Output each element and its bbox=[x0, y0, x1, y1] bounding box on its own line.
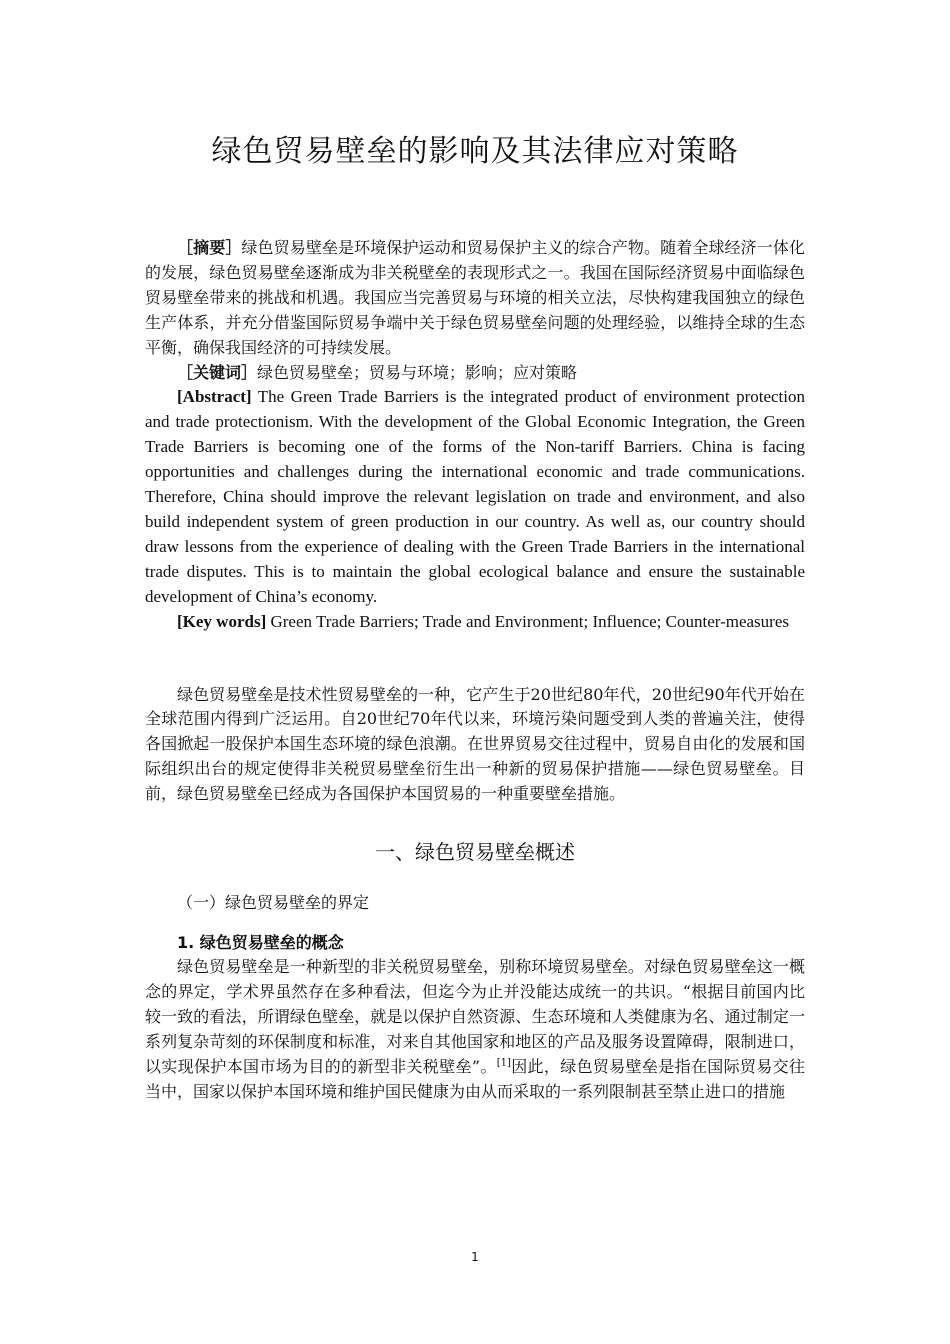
concept-text-after: 因此，绿色贸易壁垒是指在国际贸易交往当中，国家以保护本国环境和维护国民健康为由从而采取的一系列限制甚至禁止进口的措施 bbox=[145, 1056, 805, 1101]
keywords-en-label: [Key words] bbox=[177, 611, 267, 631]
concept-text-before: 绿色贸易壁垒是一种新型的非关税贸易壁垒，别称环境贸易壁垒。对绿色贸易壁垒这一概念的界定，学术界虽然存在多种看法，但迄今为止并没能达成统一的共识。“根据目前国内比较一致的看法，所谓绿色壁垒，就是以保护自然资源、生态环境和人类健康为名、通过制定一系列复杂苛刻的环保制度和标准，对来自其他国家和地区的产品及服务设置障碍，限制进口，以实现保护本国市场为目的的新型非关税壁垒”。 bbox=[145, 957, 805, 1076]
keywords-en-text: Green Trade Barriers; Trade and Environment; Influence; Counter-measures bbox=[266, 611, 789, 631]
paper-title: 绿色贸易壁垒的影响及其法律应对策略 bbox=[211, 134, 739, 169]
keywords-cn bbox=[145, 361, 805, 386]
abstract-en-label: [Abstract] bbox=[177, 387, 252, 407]
item-heading: 1. 绿色贸易壁垒的概念 bbox=[177, 933, 344, 953]
page-content bbox=[145, 130, 805, 1104]
abstract-cn bbox=[145, 236, 805, 361]
abstract-en bbox=[145, 385, 805, 609]
concept-paragraph bbox=[145, 955, 805, 1104]
footnote-ref[interactable]: [1] bbox=[496, 1057, 511, 1069]
abstract-cn-text: 绿色贸易壁垒是环境保护运动和贸易保护主义的综合产物。随着全球经济一体化的发展，绿色贸易壁垒逐渐成为非关税壁垒的表现形式之一。我国在国际经济贸易中面临绿色贸易壁垒带来的挑战和机遇。我国应当完善贸易与环境的相关立法，尽快构建我国独立的绿色生产体系，并充分借鉴国际贸易争端中关于绿色贸易壁垒问题的处理经验，以维持全球的生态平衡，确保我国经济的可持续发展。 bbox=[145, 238, 805, 357]
keywords-cn-text: 绿色贸易壁垒；贸易与环境；影响；应对策略 bbox=[257, 362, 578, 382]
abstract-cn-label: ［摘要］ bbox=[177, 238, 242, 257]
keywords-en bbox=[145, 610, 805, 635]
abstract-en-text: The Green Trade Barriers is the integrated product of environment protection and trade protectionism. With the development of the Global Economic Integration, the Green Trade Barriers is becoming one of the forms of the Non-tariff Barriers. China is facing opportunities and challenges during the international economic and trade communications. Therefore, China should improve the relevant legislation on trade and environment, and also build independent system of green production in our country. As well as, our country should draw lessons from the experience of dealing with the Green Trade Barriers in the international trade disputes. This is to maintain the global ecological balance and ensure the sustainable development of China’s economy. bbox=[145, 387, 805, 606]
intro-paragraph: 绿色贸易壁垒是技术性贸易壁垒的一种，它产生于20世纪80年代，20世纪90年代开始在全球范围内得到广泛运用。自20世纪70年代以来，环境污染问题受到人类的普遍关注，使得各国掀起一股保护本国生态环境的绿色浪潮。在世界贸易交往过程中，贸易自由化的发展和国际组织出台的规定使得非关税贸易壁垒衍生出一种新的贸易保护措施——绿色贸易壁垒。目前，绿色贸易壁垒已经成为各国保护本国贸易的一种重要壁垒措施。 bbox=[145, 684, 805, 804]
page-number: 1 bbox=[471, 1250, 479, 1264]
spacer bbox=[145, 635, 805, 683]
keywords-cn-label: ［关键词］ bbox=[177, 362, 258, 382]
subsection-heading: （一）绿色贸易壁垒的界定 bbox=[177, 893, 370, 913]
section-heading: 一、绿色贸易壁垒概述 bbox=[375, 840, 575, 865]
